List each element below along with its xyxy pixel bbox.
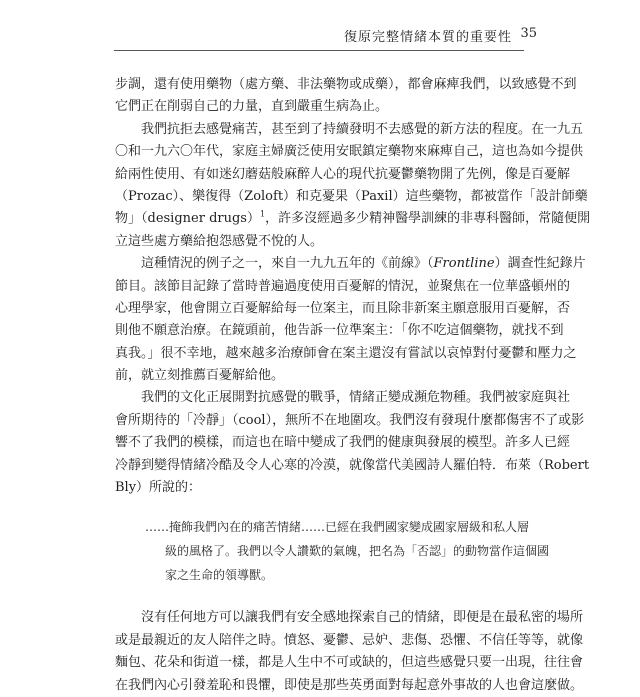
text-span: 這種情況的例子之一，來自一九九五年的《前線》（ (141, 256, 434, 272)
running-head: 復原完整情緒本質的重要性 (343, 30, 512, 45)
text-line: 或是最親近的友人陪伴之時。憤怒、憂鬱、忌妒、悲傷、恐懼、不信任等等，就像 (115, 632, 584, 648)
text-line-with-footnote (115, 208, 591, 230)
text-line: 心理學家，他會開立百憂解給每一位案主，而且除非新案主願意服用百憂解，否 (115, 300, 571, 316)
page-number: 35 (520, 26, 537, 41)
text-line: （Prozac）、樂復得（Zoloft）和克憂果（Paxil）這些藥物，都被當作「設計師藥 (115, 188, 588, 204)
paragraph-2 (115, 119, 591, 253)
paragraph-4 (115, 387, 590, 499)
text-line: 前，就立刻推薦百憂解給他。 (115, 368, 285, 384)
text-line: 冷靜到變得情緒冷酷及令人心寒的冷漠，就像當代美國詩人羅伯特．布萊（Robert (115, 457, 590, 473)
text-line: 真我。」很不幸地，越來越多治療師會在案主還沒有嘗試以哀悼對付憂鬱和壓力之 (115, 345, 577, 361)
text-span: ）調查性紀錄片 (494, 256, 586, 272)
text-line: 步調，還有使用藥物（處方藥、非法藥物或成藥），都會麻痺我們，以致感覺不到 (115, 77, 577, 92)
text-line: 沒有任何地方可以讓我們有安全感地探索自己的情緒，即便是在最私密的場所 (141, 610, 584, 626)
text-line: Bly）所說的： (115, 480, 202, 496)
text-line: 在我們內心引發羞恥和畏懼，即使是那些英勇面對每起意外事故的人也會這麼做。 (115, 677, 584, 693)
text-line: 它們正在削弱自己的力量，直到嚴重生病為止。 (115, 99, 389, 115)
text-line: 〇和一九六〇年代，家庭主婦廣泛使用安眠鎮定藥物來麻痺自己，這也為如今提供 (115, 144, 584, 160)
body-text (115, 74, 591, 697)
text-line: 我們抗拒去感覺痛苦，甚至到了持續發明不去感覺的新方法的程度。在一九五 (141, 121, 584, 137)
text-line: 立這些處方藥給抱怨感覺不悅的人。 (115, 233, 324, 249)
paragraph-5 (115, 607, 584, 697)
text-span: 物」（designer drugs） (115, 211, 260, 227)
text-line: 節目。該節目記錄了當時普遍過度使用百憂解的情況，並聚焦在一位華盛頓州的 (115, 278, 571, 294)
text-span: ，許多沒經過多少精神醫學訓練的非專科醫師，常隨便開 (265, 211, 591, 227)
paragraph-3 (115, 253, 586, 387)
documentary-title: Frontline (433, 256, 495, 272)
text-line (115, 253, 586, 275)
text-line: 給兩性使用、有如迷幻蘑菇般麻醉人心的現代抗憂鬱藥物開了先例，像是百憂解 (115, 166, 571, 182)
block-quote (115, 515, 550, 587)
text-line: 響不了我們的模樣，而這也在暗中變成了我們的健康與發展的模型。許多人已經 (115, 435, 571, 451)
quote-line: ……掩飾我們內在的痛苦情緒……已經在我們國家變成國家層級和私人層 (145, 520, 530, 535)
text-line: 則他不願意治療。在鏡頭前，他告訴一位準案主：「你不吃這個藥物，就找不到 (115, 323, 564, 339)
text-line: 麵包、花朵和街道一樣，都是人生中不可或缺的，但這些感覺只要一出現，往往會 (115, 655, 584, 671)
header-rule (114, 50, 524, 51)
quote-line: 家之生命的領導獸。 (165, 568, 274, 583)
text-line: 會所期待的「冷靜」（cool），無所不在地圍攻。我們沒有發現什麼都傷害不了或影 (115, 412, 585, 428)
quote-line: 級的風格了。我們以令人讚歎的氣魄，把名為「否認」的動物當作這個國 (165, 544, 550, 559)
text-line: 我們的文化正展開對抗感覺的戰爭，情緒正變成瀕危物種。我們被家庭與社 (141, 390, 571, 406)
paragraph-1 (115, 74, 577, 119)
footnote-marker: 1 (259, 210, 266, 220)
